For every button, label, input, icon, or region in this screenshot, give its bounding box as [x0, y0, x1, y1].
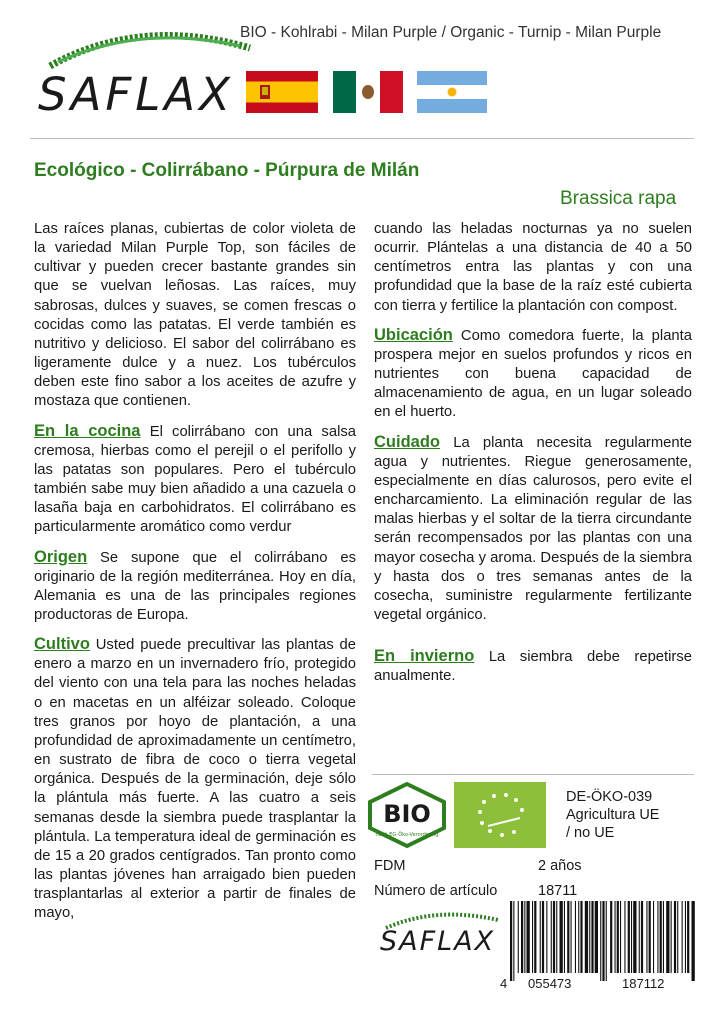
barcode-bar: [551, 901, 552, 973]
barcode-bar: [610, 901, 612, 973]
cultivo-heading: Cultivo: [34, 635, 90, 654]
barcode-bar: [631, 901, 632, 973]
latin-name: Brassica rapa: [560, 188, 677, 209]
barcode-first-digit: 4: [500, 976, 508, 991]
barcode-bar: [685, 901, 686, 973]
barcode-bar: [595, 901, 598, 973]
barcode-bar: [600, 901, 601, 981]
barcode-bar: [540, 901, 541, 973]
saflax-logo-small: [376, 908, 506, 978]
barcode-bar: [615, 901, 616, 973]
barcode-bar: [518, 901, 519, 973]
barcode-bar: [692, 901, 695, 981]
right-column: [374, 220, 692, 696]
cert-agri2: / no UE: [566, 825, 615, 841]
spain-flag-icon: [246, 71, 318, 113]
barcode-bar: [556, 901, 557, 973]
barcode-bar: [560, 901, 563, 973]
barcode-bar: [682, 901, 683, 973]
barcode-bar: [571, 901, 572, 973]
section-ubicacion: [374, 326, 692, 423]
bio-small-text: nach EG-Öko-Verordnung: [375, 832, 439, 838]
header-divider: [30, 138, 694, 139]
barcode-bar: [532, 901, 533, 973]
brand-name: SAFLAX: [38, 68, 234, 121]
cert-divider: [372, 774, 694, 775]
product-line: BIO - Kohlrabi - Milan Purple / Organic - Turnip - Milan Purple: [240, 24, 662, 41]
barcode-bar: [639, 901, 640, 973]
cultivo-continued: cuando las heladas nocturnas ya no suelen ocurrir. Plántelas a una distancia de 40 a 50 centímetros entra las plantas y con una profundidad que la base de la raíz esté cubierta con tierra y fertilice la plantación con compost.: [374, 221, 692, 314]
barcode-bar: [578, 901, 579, 973]
barcode-bar: [628, 901, 630, 973]
ubicacion-text: Como comedora fuerte, la planta prospera mejor en suelos profundos y ricos en nutrientes con buena capacidad de almacenamiento de agua, en un lugar soleado en el huerto.: [374, 327, 692, 421]
barcode-bar: [677, 901, 678, 973]
barcode-bar: [553, 901, 555, 973]
barcode-bar: [666, 901, 669, 973]
barcode-bar: [617, 901, 619, 973]
barcode-bar: [546, 901, 547, 973]
barcode-bar: [660, 901, 662, 973]
section-origen: [34, 548, 356, 626]
cocina-heading: En la cocina: [34, 421, 141, 440]
cocina-text: El colirrábano con una salsa cremosa, hierbas como el perejil o el perifollo y las patatas son populares. Pero el tubérculo también sabe muy bien añadido a una cazuela o lasaña baja en carbohidratos. El colirrábano es particularmente aromático como verdur: [34, 423, 356, 536]
section-cocina: [34, 422, 356, 538]
barcode-bar: [606, 901, 607, 981]
barcode-left-digits: 055473: [528, 976, 572, 991]
brand-name-small: SAFLAX: [380, 926, 496, 957]
argentina-flag-icon: [417, 71, 487, 113]
origen-text: Se supone que el colirrábano es originario de la región mediterránea. Hoy en día, Alemania es una de las principales regiones productoras de Europa.: [34, 549, 356, 623]
barcode-bar: [575, 901, 576, 973]
barcode-bar: [564, 901, 565, 973]
barcode-bar: [624, 901, 625, 973]
invierno-heading: En invierno: [374, 647, 475, 666]
article-label: Número de artículo: [374, 883, 498, 899]
barcode-bar: [646, 901, 647, 973]
eu-organic-leaf-icon: [454, 782, 546, 848]
barcode-bar: [674, 901, 676, 973]
cultivo-text: Usted puede precultivar las plantas de enero a marzo en un invernadero frío, protegido del viento con una tela para las noches heladas o en macetas en un alféizar soleado. Coloque tres granos por hoyo de plantación, a una profundidad de aproximadamente un centímetro, en sustrato de fibra de coco o tierra vegetal orgánica. Después de la germinación, deje sólo la plántula más fuerte. A las cuatro a seis semanas desde la siembra puede trasplantar la plántula. La temperatura ideal de germinación es de 15 a 20 grados centígrados. Tan pronto como las plantas jóvenes han arraigado bien pueden trasplantarlas al exterior a partir de finales de mayo,: [34, 637, 356, 922]
cert-agri: Agricultura UE: [566, 807, 660, 823]
section-invierno: [374, 647, 692, 686]
page-title: Ecológico - Colirrábano - Púrpura de Milán: [34, 160, 420, 181]
mexico-flag-icon: [333, 71, 403, 113]
barcode-bar: [687, 901, 689, 973]
left-column: [34, 220, 356, 933]
certification-text: [566, 788, 659, 842]
barcode: [508, 893, 698, 989]
ubicacion-heading: Ubicación: [374, 325, 453, 344]
intro-text: Las raíces planas, cubiertas de color violeta de la variedad Milan Purple Top, son fáciles de cultivar y pueden crecer bastante grandes sin que se vuelvan leñosas. Las raíces, muy sabrosas, dulces y suaves, se comen frescas o cocidas como las patatas. El verde también es nutritivo y delicioso. El sabor del colirrábano es ligeramente dulce y a nuez. Los tubérculos deben este fino sabor a los aceites de azufre y mostaza que contienen.: [34, 221, 356, 410]
barcode-bar: [589, 901, 590, 973]
barcode-bar: [567, 901, 569, 973]
barcode-bar: [633, 901, 636, 973]
section-cultivo: [34, 635, 356, 923]
barcode-bar: [527, 901, 530, 973]
barcode-bar: [580, 901, 582, 973]
barcode-bar: [591, 901, 593, 973]
barcode-bar: [542, 901, 544, 973]
barcode-bar: [641, 901, 643, 973]
bio-label: BIO: [383, 800, 431, 828]
cuidado-text: La planta necesita regularmente agua y nutrientes. Riegue generosamente, especialmente en días calurosos, pero evite el encharcamiento. La eliminación regular de las malas hierbas y el soltar de la tierra circundante serán recompensados por las plantas con una mayor cosecha y aroma. Después de la siembra y hasta dos o tres semanas antes de la cosecha, suministre regularmente fertilizante vegetal orgánico.: [374, 434, 692, 623]
barcode-bar: [510, 901, 512, 981]
section-cuidado: [374, 433, 692, 626]
barcode-bar: [663, 901, 664, 973]
barcode-bar: [524, 901, 525, 973]
barcode-bar: [521, 901, 523, 973]
saflax-logo: [30, 24, 260, 124]
barcode-bar: [671, 901, 672, 973]
invierno-text: La siembra debe repetirse anualmente.: [374, 649, 692, 685]
barcode-bar: [602, 901, 604, 981]
barcode-bar: [653, 901, 654, 973]
barcode-bar: [620, 901, 621, 973]
barcode-right-digits: 187112: [622, 976, 665, 991]
leaf-swoosh-icon: [30, 24, 260, 74]
cuidado-heading: Cuidado: [374, 432, 440, 451]
barcode-bar: [657, 901, 658, 973]
cert-code: DE-ÖKO-039: [566, 789, 653, 805]
barcode-bar: [585, 901, 588, 973]
barcode-bar: [534, 901, 536, 973]
barcode-bar: [513, 901, 514, 981]
origen-heading: Origen: [34, 547, 88, 566]
fdm-value: 2 años: [538, 858, 582, 874]
fdm-label: FDM: [374, 858, 406, 874]
barcode-bar: [649, 901, 651, 973]
bio-seal-icon: [366, 782, 448, 848]
article-value: 18711: [538, 883, 578, 899]
